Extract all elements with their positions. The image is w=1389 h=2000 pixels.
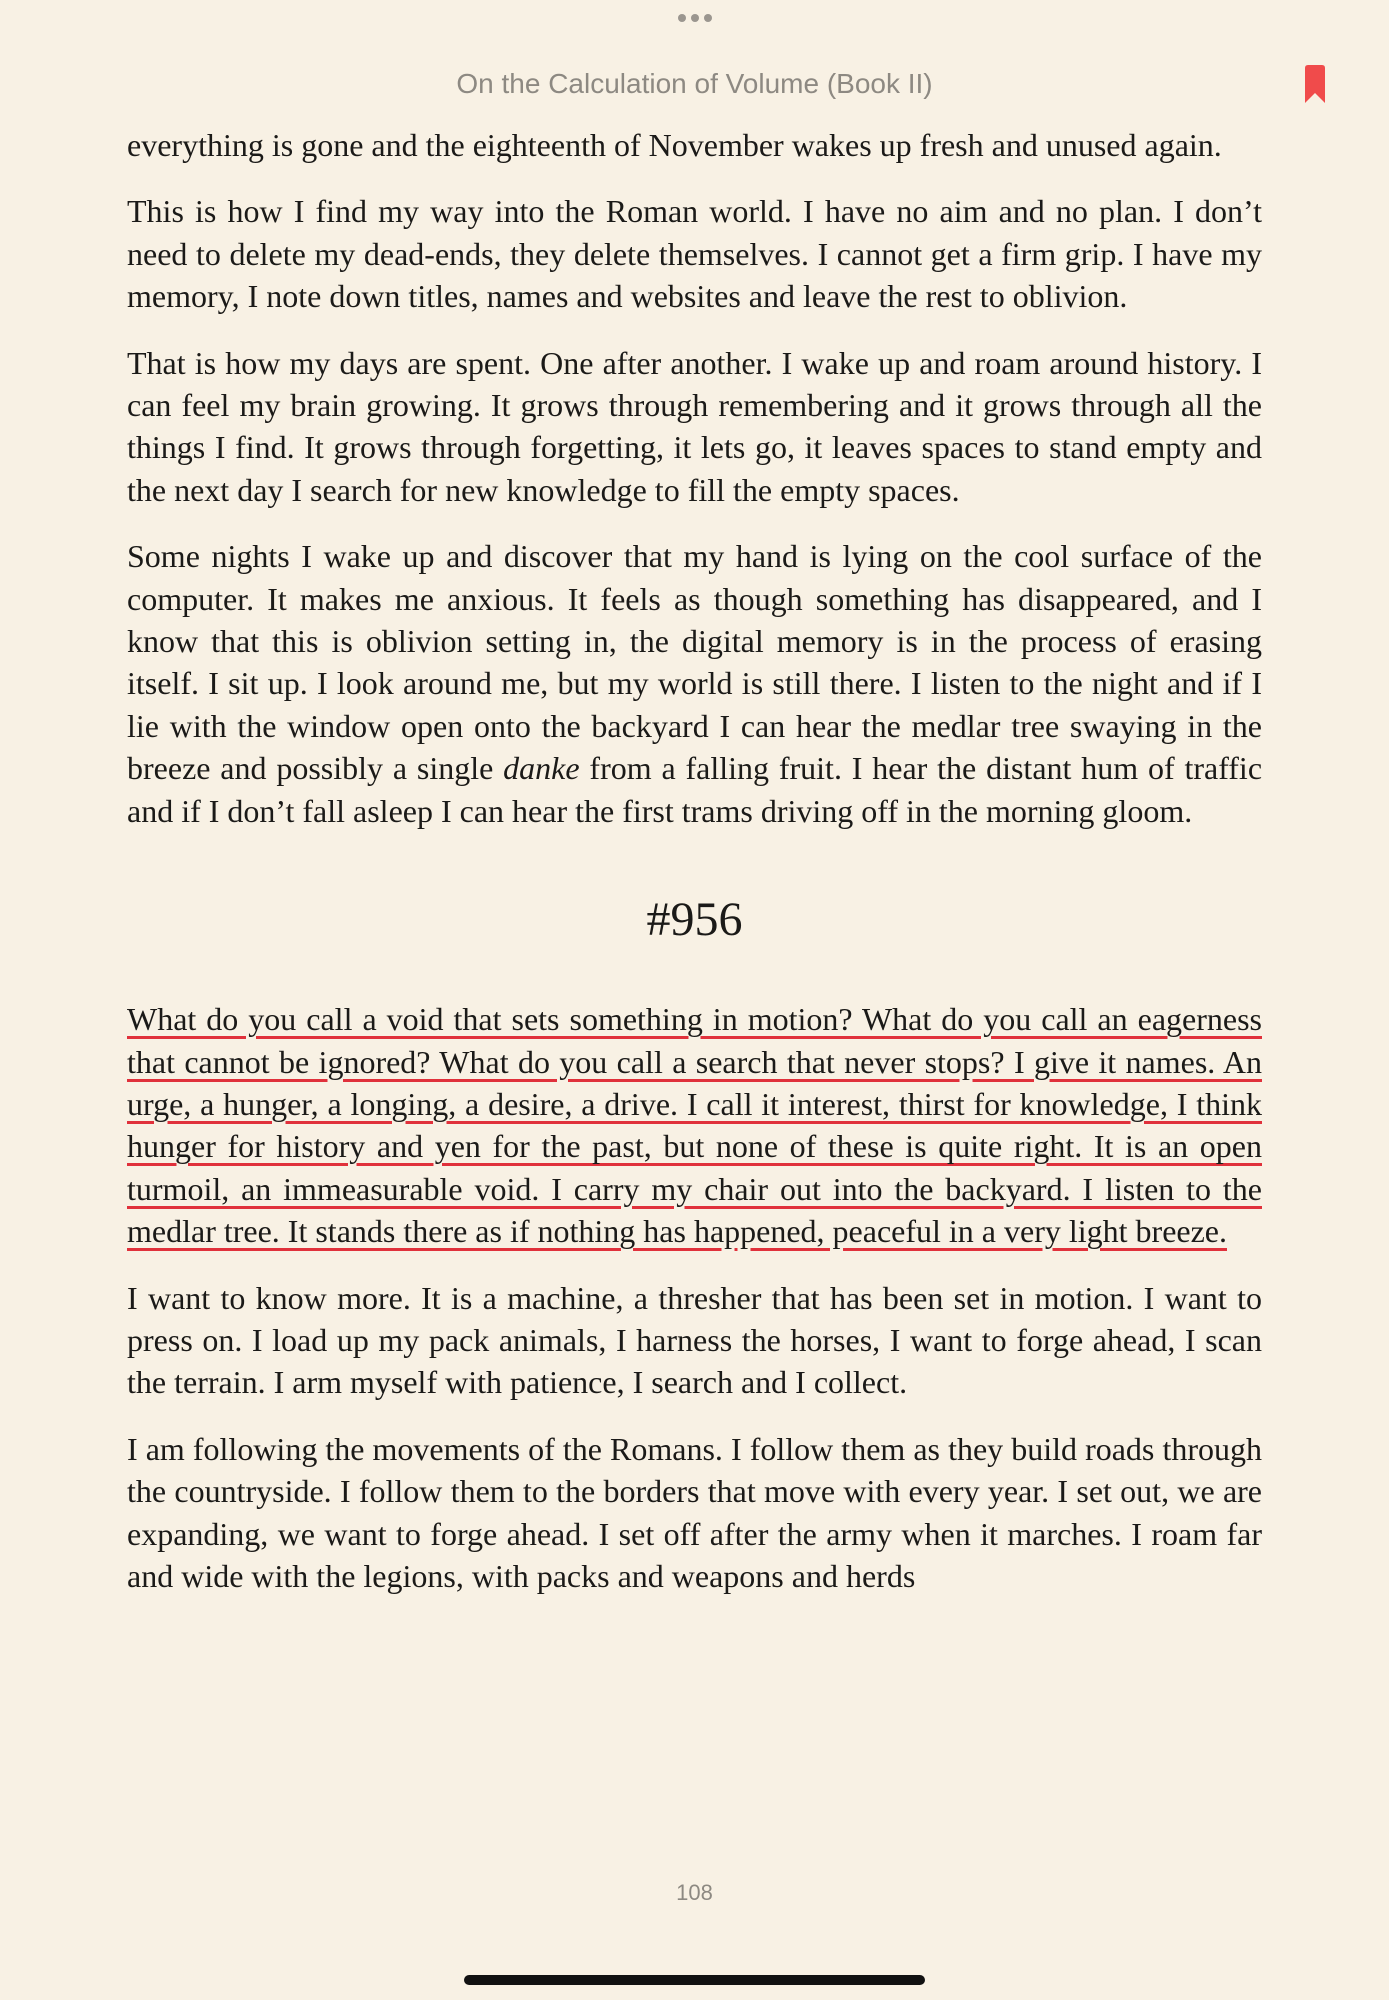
paragraph: That is how my days are spent. One after another. I wake up and roam around history. I can feel my brain growing. It grows through remembering and it grows through all the things I find. It grows through forgetting, it lets go, it leaves spaces to stand empty and the next day I search for new knowledge to fill the empty spaces. bbox=[127, 344, 1262, 508]
paragraph-text: from a falling fruit. I hear the distant hum of traffic and if I don’t fall asleep I can hear the first trams driving off in the morning gloom. bbox=[127, 750, 1263, 829]
page-number: 108 bbox=[676, 1880, 713, 1905]
book-title: On the Calculation of Volume (Book II) bbox=[456, 68, 933, 99]
paragraph: everything is gone and the eighteenth of November wakes up fresh and unused again. bbox=[127, 127, 1222, 163]
text-highlight[interactable]: What do you call a void that sets something in motion? What do you call an eagerness that cannot be ignored? What do you call a search that never stops? I give it names. An urge, a hunger, a longing, a desire, a drive. I call it interest, thirst for knowledge, I think hunger for history and yen for the past, but none of these is quite right. It is an open turmoil, an immeasurable void. I carry my chair out into the backyard. I listen to the medlar tree. It stands there as if nothing has happened, peaceful in a very light breeze. bbox=[127, 1001, 1262, 1250]
menu-dot bbox=[704, 14, 712, 22]
reading-page bbox=[127, 124, 1262, 1597]
paragraph: I want to know more. It is a machine, a thresher that has been set in motion. I want to press on. I load up my pack animals, I harness the horses, I want to forge ahead, I scan the terrain. I arm myself with patience, I search and I collect. bbox=[127, 1279, 1262, 1401]
paragraph: I am following the movements of the Romans. I follow them as they build roads through the countryside. I follow them to the borders that move with every year. I set out, we are expanding, we want to forge ahead. I set off after the army when it marches. I roam far and wide with the legions, with packs and weapons and herds bbox=[127, 1430, 1262, 1594]
highlighted-paragraph[interactable] bbox=[127, 998, 1262, 1252]
bookmark-icon[interactable] bbox=[1303, 65, 1327, 103]
paragraph: This is how I find my way into the Roman world. I have no aim and no plan. I don’t need to delete my dead-ends, they delete themselves. I cannot get a firm grip. I have my memory, I note down titles, names and websites and leave the rest to oblivion. bbox=[127, 193, 1262, 315]
home-indicator[interactable] bbox=[464, 1975, 925, 1985]
more-dots-icon[interactable] bbox=[678, 14, 712, 22]
menu-dot bbox=[691, 14, 699, 22]
italic-word: danke bbox=[503, 750, 580, 787]
paragraph bbox=[127, 535, 1262, 832]
menu-dot bbox=[678, 14, 686, 22]
section-heading: #956 bbox=[646, 893, 743, 947]
paragraph-text: Some nights I wake up and discover that my hand is lying on the cool surface of the computer. It makes me anxious. It feels as though something has disappeared, and I know that this is oblivion setting in, the digital memory is in the process of erasing itself. I sit up. I look around me, but my world is still there. I listen to the night and if I lie with the window open onto the backyard I can hear the medlar tree swaying in the breeze and possibly a single bbox=[127, 538, 1262, 787]
